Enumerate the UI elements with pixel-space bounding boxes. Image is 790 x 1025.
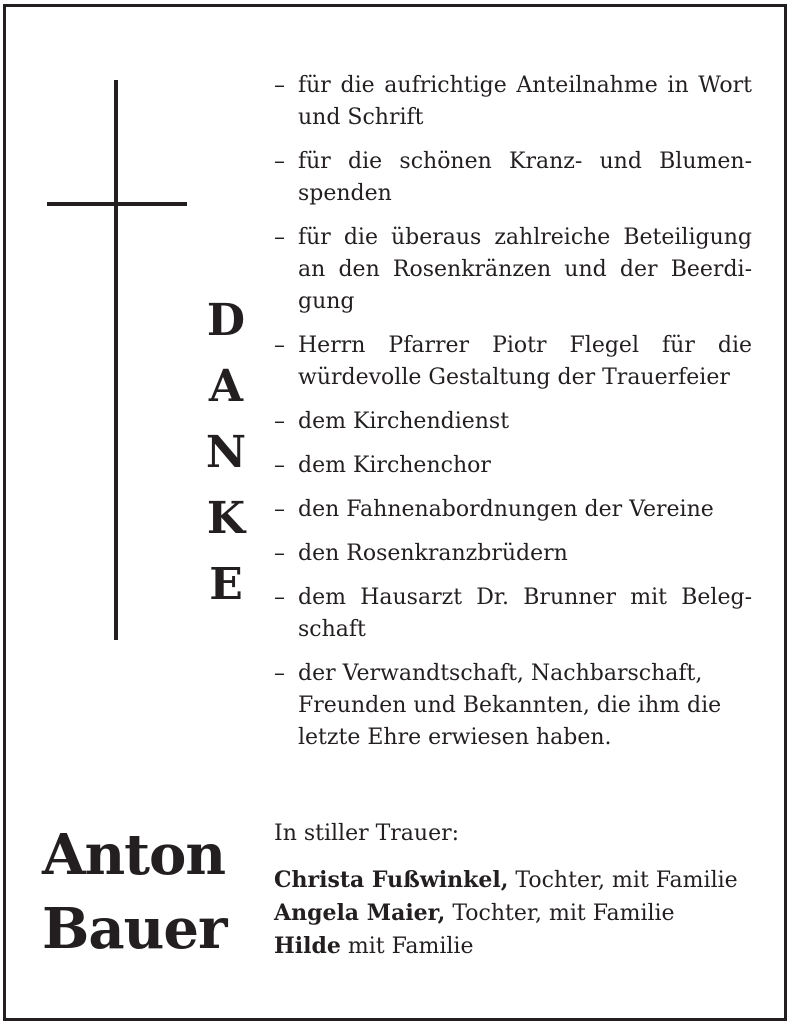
- thanks-item-text: dem Kirchenchor: [298, 453, 491, 478]
- mourner-name: Angela Maier,: [274, 900, 446, 926]
- mourner-name: Christa Fußwinkel,: [274, 867, 509, 893]
- danke-letter: N: [205, 427, 247, 478]
- thanks-item-text: für die schönen Kranz- und Blumenspenden: [298, 149, 752, 206]
- mourning-intro: In stiller Trauer:: [274, 821, 460, 846]
- thanks-item: [274, 658, 752, 754]
- dash: –: [274, 661, 285, 686]
- deceased-first-name: Anton: [42, 822, 226, 888]
- dash: –: [274, 541, 285, 566]
- thanks-item: [274, 406, 752, 438]
- dash: –: [274, 585, 285, 610]
- thanks-item-text: den Fahnenabordnungen der Vereine: [298, 497, 714, 522]
- danke-letter: K: [206, 493, 246, 544]
- mourner-row: [274, 864, 754, 897]
- thanks-item: [274, 330, 752, 394]
- thanks-item-text: dem Hausarzt Dr. Brunner mit Belegschaft: [298, 585, 752, 642]
- cross-horizontal-bar: [47, 202, 187, 206]
- dash: –: [274, 409, 285, 434]
- danke-letter: D: [206, 295, 246, 346]
- dash: –: [274, 453, 285, 478]
- mourner-row: [274, 897, 754, 930]
- deceased-name: [42, 818, 252, 966]
- cross-vertical-bar: [114, 80, 118, 640]
- mourner-relation: mit Familie: [340, 934, 474, 959]
- thanks-list: [274, 70, 752, 766]
- thanks-item-text: dem Kirchendienst: [298, 409, 510, 434]
- mourner-relation: Tochter, mit Familie: [508, 868, 738, 893]
- thanks-item-text: den Rosenkranzbrüdern: [298, 541, 568, 566]
- thanks-item: [274, 146, 752, 210]
- dash: –: [274, 149, 285, 174]
- thanks-item-text: Herrn Pfarrer Piotr Flegel für die würdevolle Gestaltung der Trauerfeier: [298, 333, 752, 390]
- thanks-item: [274, 494, 752, 526]
- mourner-relation: Tochter, mit Familie: [445, 901, 675, 926]
- mourners-block: [274, 818, 754, 963]
- dash: –: [274, 333, 285, 358]
- deceased-last-name: Bauer: [42, 896, 227, 962]
- mourner-name: Hilde: [274, 933, 341, 959]
- danke-letter: E: [209, 559, 243, 610]
- dash: –: [274, 497, 285, 522]
- dash: –: [274, 73, 285, 98]
- danke-letter: A: [208, 361, 244, 412]
- thanks-item-text: für die aufrichtige Anteilnahme in Wort und Schrift: [298, 73, 752, 130]
- danke-vertical-title: [200, 288, 252, 618]
- thanks-item: [274, 538, 752, 570]
- thanks-item: [274, 70, 752, 134]
- thanks-item-text: der Verwandtschaft, Nachbarschaft, Freunden und Bekannten, die ihm die letzte Ehre erwiesen haben.: [298, 661, 722, 750]
- thanks-item-text: für die überaus zahlreiche Beteiligung an den Rosenkränzen und der Beerdigung: [298, 225, 752, 314]
- mourner-row: [274, 930, 754, 963]
- dash: –: [274, 225, 285, 250]
- thanks-item: [274, 582, 752, 646]
- thanks-item: [274, 450, 752, 482]
- thanks-item: [274, 222, 752, 318]
